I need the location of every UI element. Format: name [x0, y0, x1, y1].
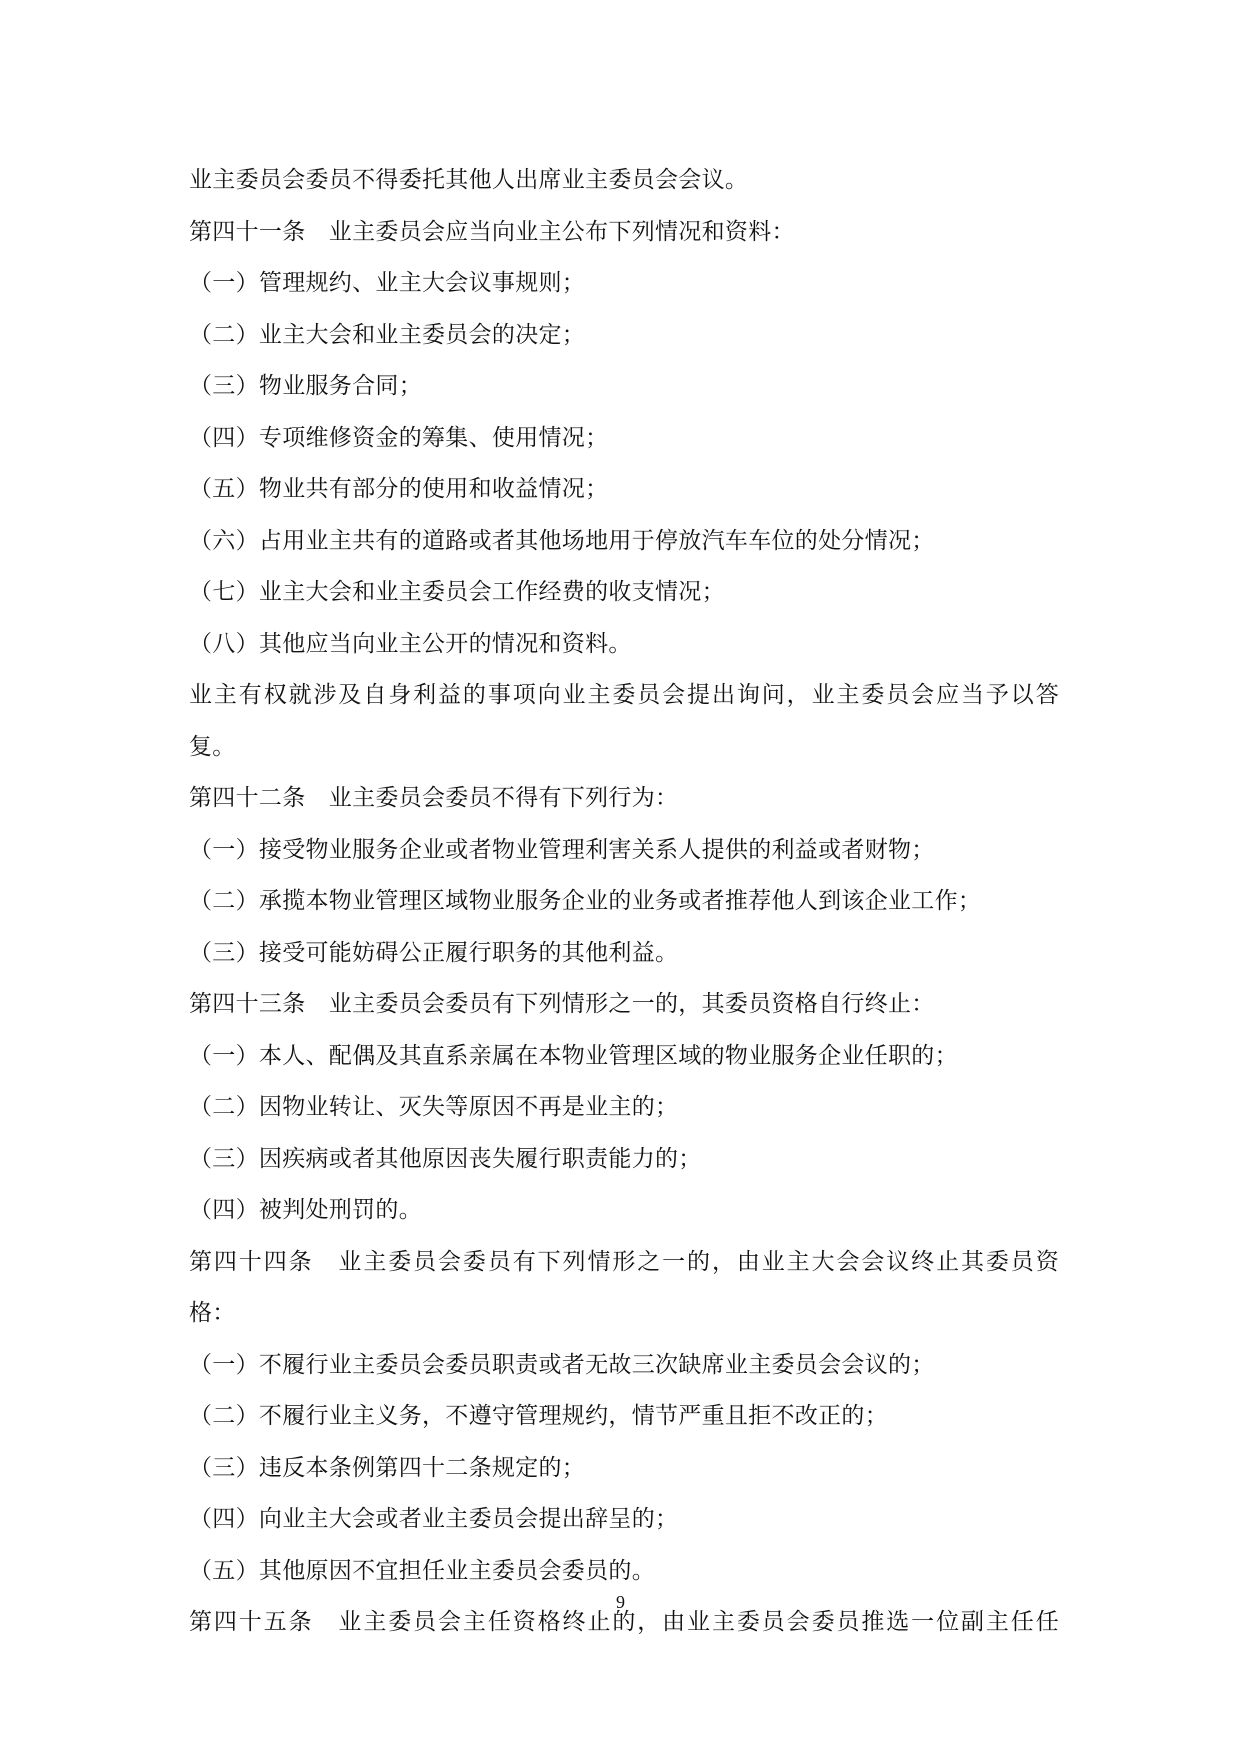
article-heading: 第四十五条 业主委员会主任资格终止的，由业主委员会委员推选一位副主任任 — [189, 1609, 1059, 1635]
list-item: （四）专项维修资金的筹集、使用情况； — [189, 424, 609, 451]
text-line: 业主有权就涉及自身利益的事项向业主委员会提出询问，业主委员会应当予以答 — [189, 682, 1059, 708]
article-heading: 第四十一条 业主委员会应当向业主公布下列情况和资料： — [189, 218, 795, 245]
list-item: （二）承揽本物业管理区域物业服务企业的业务或者推荐他人到该企业工作； — [189, 888, 982, 914]
list-item: （五）物业共有部分的使用和收益情况； — [189, 476, 609, 502]
list-item: （一）不履行业主委员会委员职责或者无故三次缺席业主委员会会议的； — [189, 1351, 935, 1378]
text-line: 格： — [189, 1300, 236, 1326]
list-item: （二）业主大会和业主委员会的决定； — [189, 321, 586, 348]
page-number: 9 — [616, 1592, 625, 1612]
document-body — [189, 155, 1059, 1649]
list-item: （二）因物业转让、灭失等原因不再是业主的； — [189, 1094, 679, 1120]
list-item: （四）被判处刑罚的。 — [189, 1197, 422, 1223]
list-item: （五）其他原因不宜担任业主委员会委员的。 — [189, 1557, 655, 1584]
list-item: （一）本人、配偶及其直系亲属在本物业管理区域的物业服务企业任职的； — [189, 1042, 958, 1069]
list-item: （八）其他应当向业主公开的情况和资料。 — [189, 630, 632, 657]
list-item: （一）管理规约、业主大会议事规则； — [189, 270, 586, 296]
text-line: 复。 — [189, 733, 236, 760]
list-item: （六）占用业主共有的道路或者其他场地用于停放汽车车位的处分情况； — [189, 527, 935, 554]
article-heading: 第四十二条 业主委员会委员不得有下列行为： — [189, 785, 679, 811]
list-item: （四）向业主大会或者业主委员会提出辞呈的； — [189, 1506, 679, 1532]
article-heading: 第四十三条 业主委员会委员有下列情形之一的，其委员资格自行终止： — [189, 991, 935, 1017]
list-item: （一）接受物业服务企业或者物业管理利害关系人提供的利益或者财物； — [189, 836, 935, 863]
list-item: （三）接受可能妨碍公正履行职务的其他利益。 — [189, 939, 679, 966]
list-item: （二）不履行业主义务，不遵守管理规约，情节严重且拒不改正的； — [189, 1403, 888, 1429]
list-item: （三）因疾病或者其他原因丧失履行职责能力的； — [189, 1145, 702, 1172]
list-item: （七）业主大会和业主委员会工作经费的收支情况； — [189, 579, 725, 605]
article-heading: 第四十四条 业主委员会委员有下列情形之一的，由业主大会会议终止其委员资 — [189, 1248, 1059, 1275]
text-line: 业主委员会委员不得委托其他人出席业主委员会会议。 — [189, 167, 749, 193]
list-item: （三）物业服务合同； — [189, 373, 422, 399]
list-item: （三）违反本条例第四十二条规定的； — [189, 1454, 586, 1481]
